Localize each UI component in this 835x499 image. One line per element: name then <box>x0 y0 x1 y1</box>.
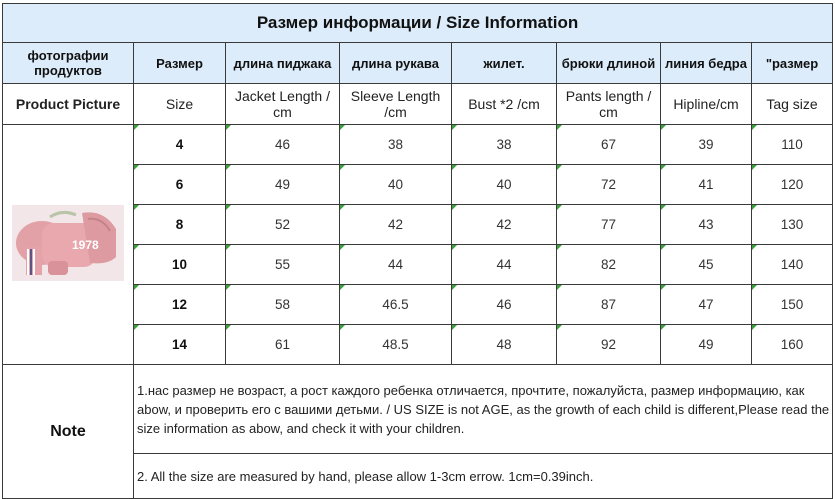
size-information-table <box>2 3 833 499</box>
cell-size: 10 <box>134 245 226 285</box>
header-row-russian <box>3 43 833 84</box>
header-row-english <box>3 84 833 125</box>
cell-jacket: 55 <box>226 245 340 285</box>
cell-size: 4 <box>134 125 226 165</box>
header-en-bust: Bust *2 /cm <box>452 84 557 125</box>
note-line-2: 2. All the size are measured by hand, please allow 1-3cm errow. 1cm=0.39inch. <box>134 454 833 499</box>
header-en-hipline: Hipline/cm <box>661 84 752 125</box>
cell-bust: 46 <box>452 285 557 325</box>
header-en-sleeve: Sleeve Length /cm <box>340 84 452 125</box>
header-ru-bust: жилет. <box>452 43 557 84</box>
cell-pants: 92 <box>557 325 661 365</box>
table-title: Размер информации / Size Information <box>3 4 833 43</box>
cell-bust: 48 <box>452 325 557 365</box>
product-print-text: 1978 <box>72 238 99 252</box>
cell-tag: 160 <box>752 325 833 365</box>
cell-jacket: 52 <box>226 205 340 245</box>
cell-pants: 87 <box>557 285 661 325</box>
cell-hipline: 41 <box>661 165 752 205</box>
header-ru-sleeve: длина рукава <box>340 43 452 84</box>
cell-sleeve: 38 <box>340 125 452 165</box>
cell-pants: 77 <box>557 205 661 245</box>
cell-tag: 120 <box>752 165 833 205</box>
cell-jacket: 61 <box>226 325 340 365</box>
cell-size: 6 <box>134 165 226 205</box>
header-ru-hipline: линия бедра <box>661 43 752 84</box>
cell-pants: 72 <box>557 165 661 205</box>
cell-sleeve: 40 <box>340 165 452 205</box>
cell-tag: 150 <box>752 285 833 325</box>
cell-tag: 140 <box>752 245 833 285</box>
cell-tag: 110 <box>752 125 833 165</box>
cell-sleeve: 48.5 <box>340 325 452 365</box>
header-ru-jacket: длина пиджака <box>226 43 340 84</box>
cell-tag: 130 <box>752 205 833 245</box>
cell-hipline: 39 <box>661 125 752 165</box>
cell-jacket: 46 <box>226 125 340 165</box>
header-en-product: Product Picture <box>3 84 134 125</box>
header-en-jacket: Jacket Length / cm <box>226 84 340 125</box>
cell-sleeve: 44 <box>340 245 452 285</box>
cell-hipline: 47 <box>661 285 752 325</box>
cell-sleeve: 46.5 <box>340 285 452 325</box>
cell-size: 12 <box>134 285 226 325</box>
cell-bust: 38 <box>452 125 557 165</box>
header-ru-tag: "размер <box>752 43 833 84</box>
cell-bust: 44 <box>452 245 557 285</box>
cell-pants: 82 <box>557 245 661 285</box>
table-row <box>3 125 833 165</box>
cell-size: 14 <box>134 325 226 365</box>
product-photo <box>12 205 124 281</box>
cell-sleeve: 42 <box>340 205 452 245</box>
cell-jacket: 49 <box>226 165 340 205</box>
cell-jacket: 58 <box>226 285 340 325</box>
header-ru-size: Размер <box>134 43 226 84</box>
cell-hipline: 49 <box>661 325 752 365</box>
header-en-pants: Pants length / cm <box>557 84 661 125</box>
cell-bust: 42 <box>452 205 557 245</box>
header-en-tag: Tag size <box>752 84 833 125</box>
cell-size: 8 <box>134 205 226 245</box>
note-label: Note <box>3 365 134 499</box>
header-ru-product: фотографии продуктов <box>3 43 134 84</box>
note-line-1: 1.нас размер не возраст, а рост каждого ребенка отличается, прочтите, пожалуйста, размер информацию, как abow, и проверить его с вашими детьми. / US SIZE is not AGE, as the growth of each child is different,Please read the size information as abow, and check it with your children. <box>134 365 833 454</box>
cell-bust: 40 <box>452 165 557 205</box>
cell-pants: 67 <box>557 125 661 165</box>
cell-hipline: 45 <box>661 245 752 285</box>
product-picture-cell <box>3 125 134 365</box>
cell-hipline: 43 <box>661 205 752 245</box>
header-ru-pants: брюки длиной <box>557 43 661 84</box>
header-en-size: Size <box>134 84 226 125</box>
